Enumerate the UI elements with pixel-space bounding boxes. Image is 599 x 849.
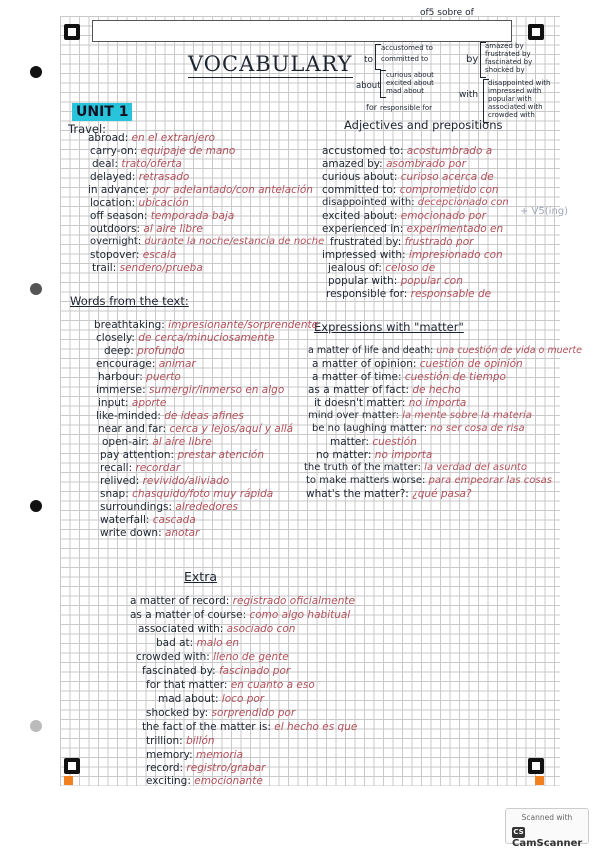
list-item	[312, 359, 523, 370]
term: the fact of the matter is:	[142, 721, 271, 733]
term: recall:	[100, 462, 133, 474]
term: trillion:	[146, 735, 183, 747]
corner-marker-bottom-right	[528, 758, 544, 774]
list-item	[90, 237, 324, 247]
translation: cerca y lejos/aquí y allá	[169, 423, 294, 435]
term: off season:	[90, 210, 148, 222]
prep-by-label: by	[466, 54, 479, 65]
translation: curioso acerca de	[400, 171, 494, 183]
translation: por adelantado/con antelación	[152, 184, 313, 196]
list-item	[158, 694, 264, 705]
list-item	[330, 237, 473, 248]
translation: aporte	[131, 397, 167, 409]
list-item	[130, 610, 350, 621]
list-item	[96, 359, 196, 370]
list-item	[92, 263, 203, 274]
list-item	[96, 411, 244, 422]
list-item	[88, 185, 313, 196]
prep-by-item: frustrated by	[485, 50, 531, 58]
list-item	[156, 638, 239, 649]
list-item	[146, 763, 265, 774]
binder-hole	[30, 283, 42, 295]
prep-about-label: about	[356, 81, 381, 91]
translation: la mente sobre la materia	[402, 410, 532, 421]
list-item	[98, 398, 166, 409]
translation: ¿qué pasa?	[412, 488, 472, 500]
list-item	[142, 722, 357, 733]
term: a matter of time:	[312, 371, 402, 383]
list-item	[322, 146, 492, 157]
translation: no ser cosa de risa	[430, 423, 525, 434]
term: snap:	[100, 488, 129, 500]
translation: la verdad del asunto	[424, 462, 527, 473]
term: as a matter of fact:	[308, 384, 410, 396]
term: no matter:	[316, 449, 372, 461]
translation: al aire libre	[152, 436, 212, 448]
term: input:	[98, 397, 129, 409]
list-item	[146, 776, 263, 787]
term: closely:	[96, 332, 135, 344]
unit-label: UNIT 1	[72, 103, 132, 121]
list-item	[90, 250, 176, 261]
term: amazed by:	[322, 158, 383, 170]
translation: emocionante	[194, 775, 263, 787]
translation: cuestión de tiempo	[404, 371, 506, 383]
translation: experimentado en	[406, 223, 504, 235]
list-item	[138, 624, 295, 635]
term: memory:	[146, 749, 193, 761]
translation: cuestión	[372, 436, 417, 448]
list-item	[100, 450, 264, 461]
prep-to-label: to	[364, 55, 374, 65]
list-item	[322, 198, 509, 208]
term: be no laughing matter:	[312, 423, 428, 434]
term: in advance:	[88, 184, 150, 196]
list-item	[322, 250, 503, 261]
list-item	[104, 346, 185, 357]
translation: sorprendido por	[211, 707, 296, 719]
translation: impresionado con	[408, 249, 503, 261]
term: pay attention:	[100, 449, 175, 461]
term: carry-on:	[90, 145, 138, 157]
term: experienced in:	[322, 223, 404, 235]
list-item	[88, 133, 215, 144]
list-item	[96, 333, 274, 344]
term: mind over matter:	[308, 410, 400, 421]
translation: ubicación	[138, 197, 189, 209]
translation: temporada baja	[150, 210, 235, 222]
prep-about-item: curious about	[386, 71, 434, 79]
term: a matter of opinion:	[312, 358, 417, 370]
translation: prestar atención	[177, 449, 264, 461]
list-item	[304, 463, 527, 473]
translation: no importa	[408, 397, 467, 409]
prep-by-item: shocked by	[485, 66, 525, 74]
term: location:	[90, 197, 136, 209]
extra-heading: Extra	[184, 569, 217, 584]
translation: sumergir/inmerso en algo	[148, 384, 285, 396]
list-item	[100, 528, 199, 539]
list-item	[308, 346, 582, 356]
translation: chasquido/foto muy rápida	[132, 488, 274, 500]
prep-for-label: for	[366, 103, 377, 112]
translation: frustrado por	[404, 236, 474, 248]
translation: animar	[158, 358, 196, 370]
header-note: of5 sobre of	[420, 8, 474, 18]
scanner-brand	[512, 826, 588, 849]
translation: malo en	[196, 637, 240, 649]
translation: equipaje de mano	[140, 145, 236, 157]
list-item	[146, 736, 215, 747]
translation: al aire libre	[143, 223, 203, 235]
translation: fascinado por	[218, 665, 291, 677]
corner-marker-top-right	[528, 24, 544, 40]
translation: impresionante/sorprendente	[168, 319, 319, 331]
list-item	[328, 276, 463, 287]
list-item	[90, 211, 234, 222]
translation: asociado con	[226, 623, 296, 635]
list-item	[146, 680, 315, 691]
translation: registrado oficialmente	[232, 595, 355, 607]
term: like-minded:	[96, 410, 161, 422]
translation: cascada	[152, 514, 196, 526]
term: mad about:	[158, 693, 219, 705]
prep-with-item: crowded with	[488, 111, 535, 119]
prep-to-item: committed to	[381, 55, 429, 63]
translation: revivido/aliviado	[142, 475, 230, 487]
list-item	[100, 476, 229, 487]
translation: memoria	[196, 749, 244, 761]
translation: celoso de	[385, 262, 436, 274]
list-item	[96, 385, 284, 396]
prep-with-item: disappointed with	[488, 79, 551, 87]
term: popular with:	[328, 275, 398, 287]
term: open-air:	[102, 436, 150, 448]
translation: escala	[142, 249, 177, 261]
term: waterfall:	[100, 514, 150, 526]
list-item	[146, 708, 295, 719]
list-item	[322, 159, 466, 170]
term: relived:	[100, 475, 140, 487]
list-item	[130, 596, 355, 607]
list-item	[322, 211, 486, 222]
list-item	[330, 437, 417, 448]
prep-by-item: fascinated by	[485, 58, 533, 66]
list-item	[306, 476, 552, 486]
translation: registro/grabar	[186, 762, 266, 774]
translation: una cuestión de vida o muerte	[436, 345, 582, 356]
translation: anotar	[164, 527, 200, 539]
term: shocked by:	[146, 707, 209, 719]
list-item	[136, 652, 289, 663]
scanner-brand-name: CamScanner	[512, 838, 583, 849]
term: frustrated by:	[330, 236, 402, 248]
prep-with-item: associated with	[488, 103, 543, 111]
term: it doesn't matter:	[314, 397, 406, 409]
translation: responsable de	[410, 288, 492, 300]
translation: puerto	[146, 371, 181, 383]
corner-marker-top-left	[64, 24, 80, 40]
matter-heading: Expressions with "matter"	[314, 320, 464, 334]
term: immerse:	[96, 384, 146, 396]
adjectives-heading: Adjectives and prepositions	[344, 118, 503, 132]
words-heading: Words from the text:	[70, 294, 189, 308]
list-item	[90, 198, 189, 209]
list-item	[328, 263, 435, 274]
term: for that matter:	[146, 679, 228, 691]
term: encourage:	[96, 358, 156, 370]
orange-marker-right	[535, 776, 544, 785]
term: as a matter of course:	[130, 609, 247, 621]
term: committed to:	[322, 184, 397, 196]
list-item	[322, 185, 499, 196]
translation: sendero/prueba	[119, 262, 203, 274]
list-item	[94, 320, 318, 331]
term: the truth of the matter:	[304, 462, 421, 473]
translation: trato/oferta	[121, 158, 182, 170]
prep-with-label: with	[459, 90, 479, 100]
list-item	[98, 424, 293, 435]
term: deep:	[104, 345, 134, 357]
term: associated with:	[138, 623, 224, 635]
list-item	[312, 372, 506, 383]
list-item	[312, 424, 525, 434]
term: write down:	[100, 527, 162, 539]
term: exciting:	[146, 775, 191, 787]
term: breathtaking:	[94, 319, 165, 331]
term: accustomed to:	[322, 145, 404, 157]
list-item	[308, 385, 461, 396]
camscanner-logo-icon: CS	[513, 828, 524, 836]
binder-hole	[30, 500, 42, 512]
list-item	[98, 372, 181, 383]
translation: como algo habitual	[249, 609, 351, 621]
term: stopover:	[90, 249, 140, 261]
scanner-watermark	[505, 808, 589, 849]
term: responsible for:	[326, 288, 408, 300]
term: crowded with:	[136, 651, 210, 663]
list-item	[100, 502, 238, 513]
list-item	[92, 159, 182, 170]
translation: alrededores	[175, 501, 238, 513]
term: harbour:	[98, 371, 143, 383]
translation: en cuanto a eso	[230, 679, 315, 691]
list-item	[306, 489, 471, 500]
list-item	[90, 172, 189, 183]
translation: el hecho es que	[274, 721, 358, 733]
term: jealous of:	[328, 262, 382, 274]
translation: de cerca/minuciosamente	[138, 332, 275, 344]
list-item	[316, 450, 432, 461]
list-item	[90, 224, 203, 235]
translation: billón	[186, 735, 215, 747]
term: trail:	[92, 262, 117, 274]
translation: decepcionado con	[417, 197, 509, 208]
list-item	[314, 398, 466, 409]
translation: cuestión de opinión	[419, 358, 523, 370]
term: delayed:	[90, 171, 136, 183]
list-item	[142, 666, 290, 677]
translation: en el extranjero	[131, 132, 216, 144]
prep-about-item: mad about	[386, 87, 424, 95]
binder-hole	[30, 66, 42, 78]
term: to make matters worse:	[306, 475, 426, 486]
translation: asombrado por	[386, 158, 466, 170]
scanner-caption: Scanned with	[521, 813, 573, 822]
term: near and far:	[98, 423, 167, 435]
prep-for-item: responsible for	[380, 104, 432, 112]
translation: de ideas afines	[164, 410, 244, 422]
translation: de hecho	[412, 384, 461, 396]
term: a matter of life and death:	[308, 345, 434, 356]
translation: recordar	[135, 462, 181, 474]
list-item	[100, 515, 196, 526]
term: excited about:	[322, 210, 398, 222]
term: disappointed with:	[322, 197, 415, 208]
list-item	[146, 750, 243, 761]
term: bad at:	[156, 637, 194, 649]
corner-marker-bottom-left	[64, 758, 80, 774]
term: curious about:	[322, 171, 398, 183]
translation: popular con	[400, 275, 463, 287]
term: deal:	[92, 158, 119, 170]
prep-with-item: popular with	[488, 95, 532, 103]
page-title: VOCABULARY	[188, 52, 353, 76]
term: matter:	[330, 436, 370, 448]
list-item	[326, 289, 491, 300]
list-item	[102, 437, 212, 448]
translation: profundo	[137, 345, 185, 357]
translation: retrasado	[138, 171, 190, 183]
translation: acostumbrado a	[406, 145, 493, 157]
translation: loco por	[221, 693, 265, 705]
translation: durante la noche/estancia de noche	[144, 236, 325, 247]
term: outdoors:	[90, 223, 141, 235]
orange-marker-left	[64, 776, 73, 785]
translation: para empeorar las cosas	[428, 475, 552, 486]
list-item	[322, 224, 503, 235]
translation: no importa	[374, 449, 433, 461]
translation: lleno de gente	[213, 651, 289, 663]
travel-heading: Travel:	[68, 122, 107, 136]
term: impressed with:	[322, 249, 406, 261]
binder-hole	[30, 720, 42, 732]
prep-to-item: accustomed to	[381, 44, 433, 52]
list-item	[308, 411, 532, 421]
header-box	[92, 20, 512, 42]
list-item	[90, 146, 235, 157]
term: surroundings:	[100, 501, 172, 513]
list-item	[100, 463, 180, 474]
side-note: + V5(ing)	[520, 206, 569, 217]
list-item	[100, 489, 273, 500]
term: what's the matter?:	[306, 488, 409, 500]
term: fascinated by:	[142, 665, 216, 677]
term: overnight:	[90, 236, 142, 247]
term: record:	[146, 762, 184, 774]
term: a matter of record:	[130, 595, 230, 607]
term: abroad:	[88, 132, 129, 144]
list-item	[322, 172, 494, 183]
translation: emocionado por	[400, 210, 486, 222]
prep-about-item: excited about	[386, 79, 434, 87]
translation: comprometido con	[399, 184, 499, 196]
prep-by-item: amazed by	[485, 42, 524, 50]
prep-with-item: impressed with	[488, 87, 542, 95]
